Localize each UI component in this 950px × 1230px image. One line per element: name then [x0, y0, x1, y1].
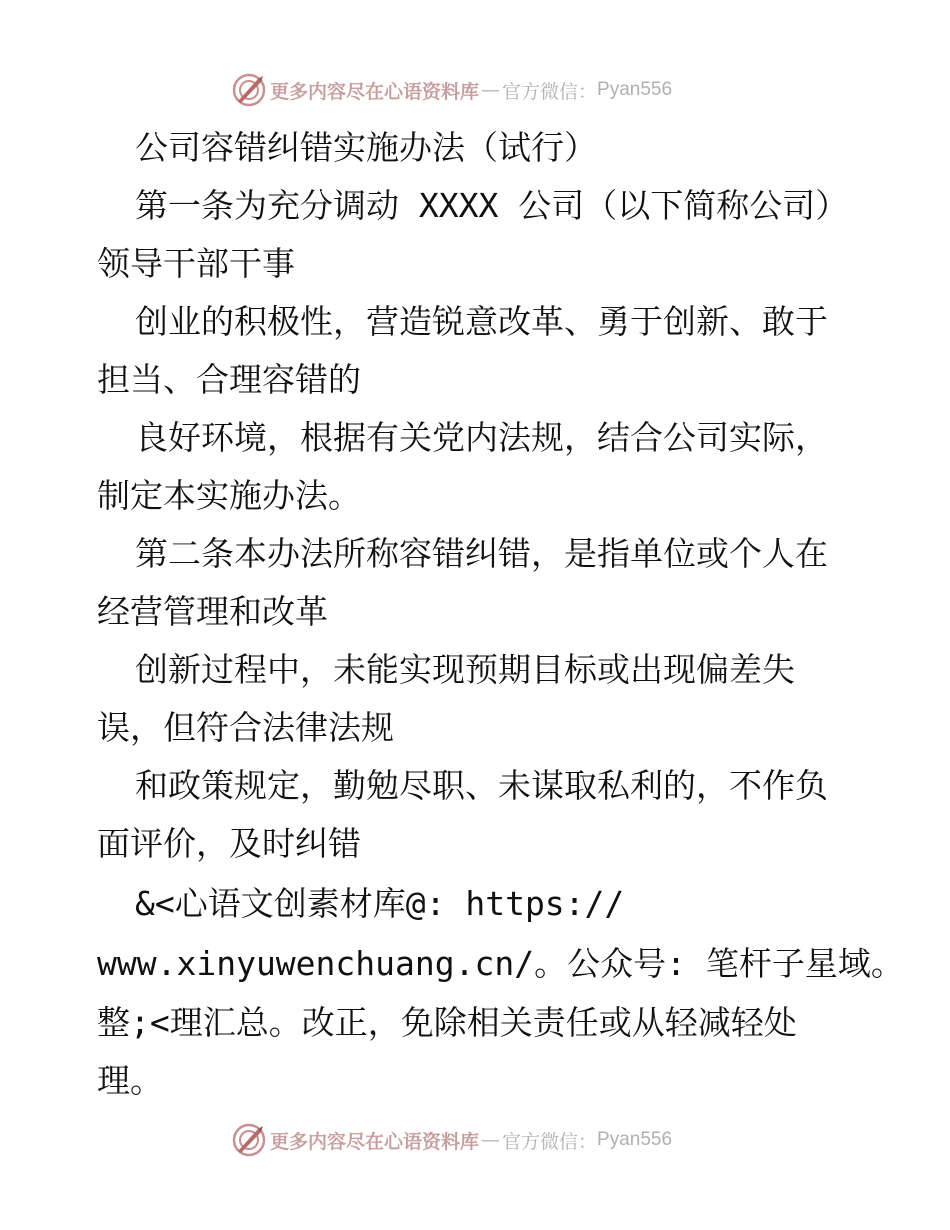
doc-line: 制定本实施办法。: [97, 476, 361, 515]
quill-logo-icon: [232, 1123, 266, 1157]
doc-line: 良好环境，根据有关党内法规，结合公司实际，: [135, 418, 828, 457]
footer-banner: [232, 1122, 672, 1158]
doc-line: 经营管理和改革: [97, 592, 328, 631]
banner-dash: —: [481, 1129, 501, 1151]
doc-line: 整;<理汇总。改正，免除相关责任或从轻减轻处: [97, 1003, 797, 1042]
doc-line: 领导干部干事: [97, 244, 295, 283]
doc-line: &<心语文创素材库@: https://: [135, 884, 625, 923]
doc-line: 和政策规定，勤勉尽职、未谋取私利的，不作负: [135, 766, 828, 805]
banner-wechat-label: 官方微信：: [502, 80, 598, 103]
doc-line: 创业的积极性，营造锐意改革、勇于创新、敢于: [135, 302, 828, 341]
doc-line: 第一条为充分调动 XXXX 公司（以下简称公司）: [135, 186, 849, 225]
doc-line: 创新过程中，未能实现预期目标或出现偏差失: [135, 650, 795, 689]
banner-wechat-label: 官方微信：: [502, 1130, 598, 1153]
doc-line: www.xinyuwenchuang.cn/。公众号: 笔杆子星域。: [97, 944, 904, 983]
banner-wechat-id: Pyan556: [597, 1129, 673, 1150]
doc-title: 公司容错纠错实施办法（试行）: [135, 128, 597, 167]
banner-wechat-id: Pyan556: [597, 79, 673, 100]
doc-line: 第二条本办法所称容错纠错，是指单位或个人在: [135, 534, 828, 573]
doc-line: 面评价，及时纠错: [97, 824, 361, 863]
banner-slogan: 更多内容尽在心语资料库: [270, 1130, 480, 1153]
doc-line: 理。: [97, 1061, 163, 1100]
doc-line: 误，但符合法律法规: [97, 708, 394, 747]
banner-dash: —: [481, 79, 501, 101]
banner-slogan: 更多内容尽在心语资料库: [270, 80, 480, 103]
doc-line: 担当、合理容错的: [97, 360, 361, 399]
